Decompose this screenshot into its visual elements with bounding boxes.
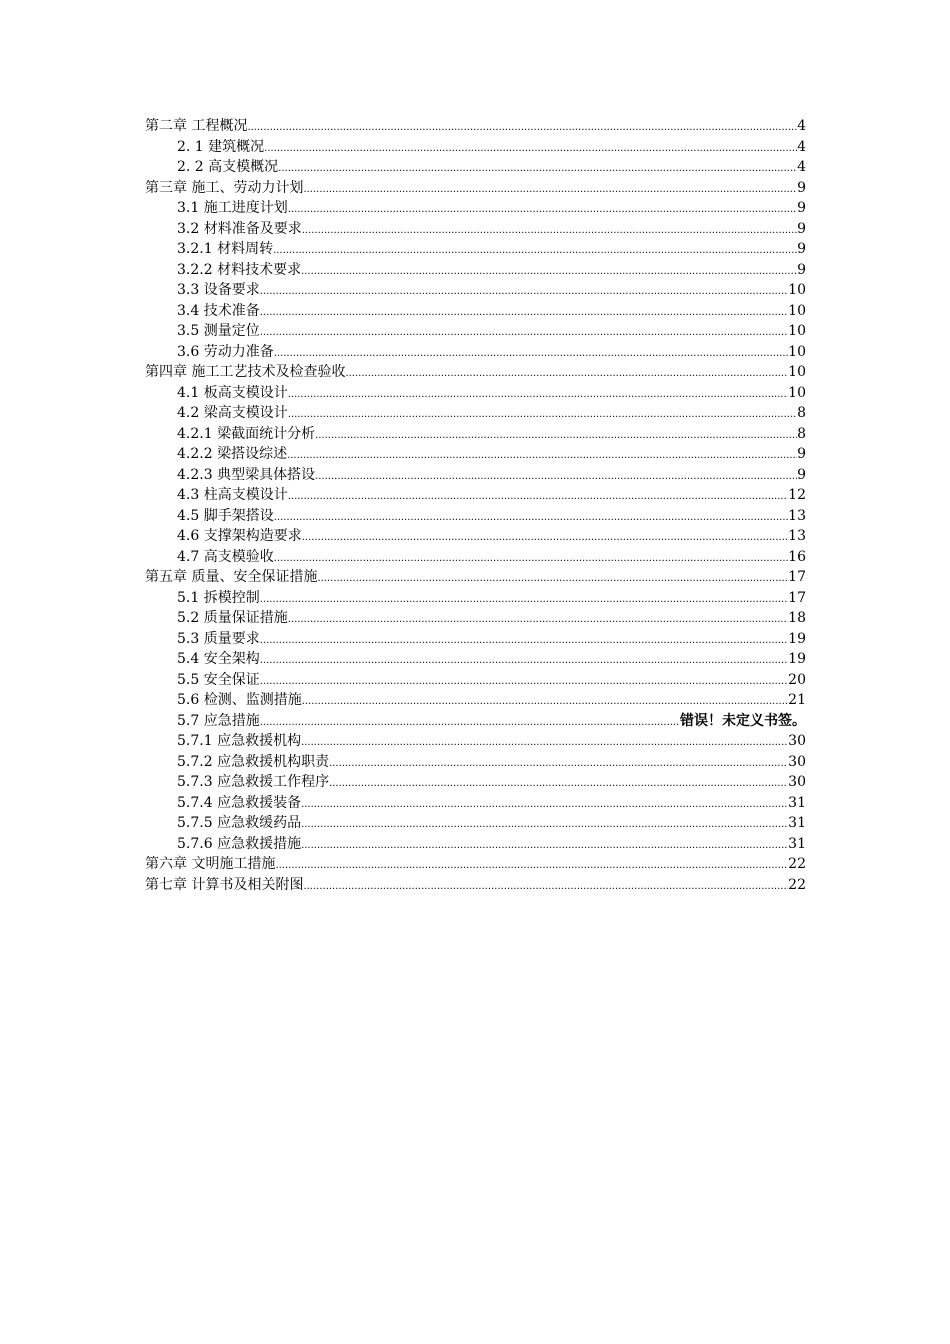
- toc-entry-title: 第二章 工程概况: [145, 118, 248, 134]
- toc-entry-title: 3.3 设备要求: [177, 282, 260, 298]
- toc-entry-page: 8: [797, 425, 806, 442]
- toc-entry-page: 9: [797, 241, 806, 257]
- toc-dot-leader: [274, 547, 788, 568]
- toc-entry-17[interactable]: [145, 444, 806, 465]
- toc-dot-leader: [274, 342, 788, 363]
- toc-entry-title: 第五章 质量、安全保证措施: [145, 569, 318, 585]
- toc-entry-page: 20: [788, 671, 806, 688]
- toc-entry-page: 9: [797, 179, 806, 196]
- toc-entry-6[interactable]: [145, 219, 806, 240]
- toc-dot-leader: [260, 301, 788, 322]
- toc-dot-leader: [260, 588, 788, 609]
- toc-entry-page: 30: [788, 733, 806, 749]
- toc-entry-32[interactable]: [145, 752, 806, 773]
- toc-dot-leader: [288, 383, 788, 404]
- toc-entry-19[interactable]: [145, 485, 806, 506]
- toc-entry-title: 3.1 施工进度计划: [177, 200, 288, 216]
- toc-entry-title: 2. 1 建筑概况: [177, 138, 265, 155]
- toc-entry-title: 3.6 劳动力准备: [177, 343, 274, 360]
- toc-entry-page: 9: [797, 261, 806, 278]
- toc-dot-leader: [260, 280, 788, 301]
- toc-entry-28[interactable]: [145, 670, 806, 691]
- toc-entry-page: 10: [788, 282, 806, 298]
- toc-entry-title: 3.2.2 材料技术要求: [177, 261, 302, 278]
- toc-entry-11[interactable]: [145, 321, 806, 342]
- toc-dot-leader: [302, 690, 788, 711]
- toc-entry-36[interactable]: [145, 834, 806, 855]
- toc-entry-page: 10: [788, 302, 806, 319]
- toc-entry-title: 第七章 计算书及相关附图: [145, 876, 304, 893]
- toc-entry-27[interactable]: [145, 649, 806, 670]
- toc-entry-page: 12: [788, 487, 806, 503]
- toc-dot-leader: [273, 239, 797, 260]
- toc-entry-37[interactable]: [145, 854, 806, 875]
- toc-dot-leader: [260, 711, 680, 732]
- toc-entry-title: 4.6 支撑架构造要求: [177, 528, 302, 544]
- toc-entry-page: 30: [788, 774, 806, 790]
- toc-dot-leader: [287, 444, 797, 465]
- table-of-contents: [145, 116, 806, 895]
- toc-entry-33[interactable]: [145, 772, 806, 793]
- toc-entry-title: 3.4 技术准备: [177, 302, 260, 319]
- toc-entry-page: 4: [797, 138, 806, 155]
- toc-entry-title: 5.5 安全保证: [177, 671, 260, 688]
- toc-entry-23[interactable]: [145, 567, 806, 588]
- toc-entry-page: 22: [788, 876, 806, 893]
- toc-entry-title: 5.4 安全架构: [177, 651, 260, 667]
- toc-entry-title: 2. 2 高支模概况: [177, 159, 279, 175]
- toc-entry-18[interactable]: [145, 465, 806, 486]
- toc-dot-leader: [301, 731, 788, 752]
- toc-entry-9[interactable]: [145, 280, 806, 301]
- toc-entry-page: 9: [797, 446, 806, 462]
- toc-entry-title: 5.6 检测、监测措施: [177, 692, 302, 708]
- toc-entry-title: 5.7.5 应急救缓药品: [177, 815, 302, 831]
- toc-entry-title: 5.7.6 应急救援措施: [177, 835, 302, 852]
- toc-dot-leader: [345, 362, 788, 383]
- toc-dot-leader: [303, 178, 797, 199]
- toc-dot-leader: [301, 834, 788, 855]
- toc-dot-leader: [302, 219, 797, 240]
- toc-dot-leader: [329, 752, 788, 773]
- toc-entry-21[interactable]: [145, 526, 806, 547]
- toc-entry-page: 13: [788, 528, 806, 544]
- toc-entry-22[interactable]: [145, 547, 806, 568]
- toc-entry-page: 31: [788, 794, 806, 811]
- toc-entry-title: 5.7.2 应急救援机构职责: [177, 753, 330, 770]
- toc-entry-page: 10: [788, 364, 806, 380]
- toc-entry-page: 8: [797, 405, 806, 421]
- toc-dot-leader: [264, 137, 797, 158]
- toc-entry-page: 4: [797, 118, 806, 134]
- toc-entry-20[interactable]: [145, 506, 806, 527]
- toc-entry-title: 4.3 柱高支模设计: [177, 487, 288, 503]
- toc-dot-leader: [274, 506, 788, 527]
- toc-entry-page: 9: [797, 200, 806, 216]
- toc-dot-leader: [247, 116, 797, 137]
- toc-dot-leader: [275, 854, 788, 875]
- toc-dot-leader: [278, 157, 797, 178]
- toc-dot-leader: [260, 649, 788, 670]
- toc-entry-30[interactable]: [145, 711, 806, 732]
- toc-entry-35[interactable]: [145, 813, 806, 834]
- toc-dot-leader: [288, 485, 788, 506]
- toc-dot-leader: [260, 629, 788, 650]
- toc-entry-page: 16: [788, 548, 806, 565]
- toc-entry-14[interactable]: [145, 383, 806, 404]
- toc-dot-leader: [301, 793, 788, 814]
- toc-dot-leader: [329, 772, 788, 793]
- toc-entry-page: 10: [788, 384, 806, 401]
- toc-entry-title: 5.7.4 应急救援装备: [177, 794, 302, 811]
- toc-entry-38[interactable]: [145, 875, 806, 896]
- toc-entry-page: 17: [788, 589, 806, 606]
- toc-dot-leader: [317, 567, 788, 588]
- toc-entry-page: 4: [797, 159, 806, 175]
- toc-entry-7[interactable]: [145, 239, 806, 260]
- toc-entry-5[interactable]: [145, 198, 806, 219]
- toc-dot-leader: [260, 670, 788, 691]
- toc-entry-title: 第四章 施工工艺技术及检查验收: [145, 364, 346, 380]
- toc-entry-13[interactable]: [145, 362, 806, 383]
- toc-entry-page: 9: [797, 220, 806, 237]
- toc-entry-page: 13: [788, 507, 806, 524]
- toc-dot-leader: [315, 465, 797, 486]
- toc-dot-leader: [303, 875, 788, 896]
- toc-entry-page-error: 错误！未定义书签。: [680, 712, 806, 729]
- toc-entry-page: 10: [788, 343, 806, 360]
- toc-entry-title: 5.2 质量保证措施: [177, 610, 288, 626]
- toc-entry-page: 18: [788, 610, 806, 626]
- toc-entry-34[interactable]: [145, 793, 806, 814]
- toc-entry-title: 5.7.3 应急救援工作程序: [177, 774, 330, 790]
- toc-dot-leader: [301, 260, 797, 281]
- toc-entry-title: 3.2 材料准备及要求: [177, 220, 302, 237]
- toc-entry-title: 5.1 拆模控制: [177, 589, 260, 606]
- toc-entry-31[interactable]: [145, 731, 806, 752]
- toc-dot-leader: [302, 526, 788, 547]
- toc-entry-16[interactable]: [145, 424, 806, 445]
- toc-entry-3[interactable]: [145, 157, 806, 178]
- toc-entry-title: 4.1 板高支模设计: [177, 384, 288, 401]
- toc-entry-title: 第六章 文明施工措施: [145, 856, 276, 872]
- toc-entry-8[interactable]: [145, 260, 806, 281]
- toc-entry-title: 4.2 梁高支模设计: [177, 405, 288, 421]
- toc-entry-title: 4.7 高支模验收: [177, 548, 274, 565]
- toc-entry-page: 31: [788, 815, 806, 831]
- toc-entry-page: 21: [788, 692, 806, 708]
- toc-dot-leader: [315, 424, 797, 445]
- toc-entry-page: 19: [788, 630, 806, 647]
- toc-entry-title: 4.2.1 梁截面统计分析: [177, 425, 316, 442]
- toc-entry-page: 31: [788, 835, 806, 852]
- toc-entry-page: 19: [788, 651, 806, 667]
- toc-entry-page: 30: [788, 753, 806, 770]
- toc-entry-26[interactable]: [145, 629, 806, 650]
- toc-dot-leader: [260, 321, 788, 342]
- toc-entry-page: 22: [788, 856, 806, 872]
- toc-entry-25[interactable]: [145, 608, 806, 629]
- toc-entry-title: 4.5 脚手架搭设: [177, 507, 274, 524]
- toc-entry-10[interactable]: [145, 301, 806, 322]
- toc-entry-15[interactable]: [145, 403, 806, 424]
- toc-entry-page: 9: [797, 466, 806, 483]
- toc-entry-title: 5.3 质量要求: [177, 630, 260, 647]
- toc-entry-29[interactable]: [145, 690, 806, 711]
- toc-entry-2[interactable]: [145, 137, 806, 158]
- toc-entry-page: 17: [788, 569, 806, 585]
- toc-entry-page: 10: [788, 323, 806, 339]
- toc-entry-title: 3.5 测量定位: [177, 323, 260, 339]
- toc-dot-leader: [288, 608, 788, 629]
- toc-entry-1[interactable]: [145, 116, 806, 137]
- toc-entry-4[interactable]: [145, 178, 806, 199]
- toc-entry-24[interactable]: [145, 588, 806, 609]
- toc-entry-title: 4.2.2 梁搭设综述: [177, 446, 288, 462]
- toc-entry-title: 5.7 应急措施: [177, 712, 260, 729]
- toc-dot-leader: [288, 198, 797, 219]
- toc-entry-title: 第三章 施工、劳动力计划: [145, 179, 304, 196]
- toc-dot-leader: [301, 813, 788, 834]
- toc-dot-leader: [288, 403, 797, 424]
- toc-entry-title: 5.7.1 应急救援机构: [177, 733, 302, 749]
- toc-entry-12[interactable]: [145, 342, 806, 363]
- toc-entry-title: 3.2.1 材料周转: [177, 241, 274, 257]
- toc-entry-title: 4.2.3 典型梁具体搭设: [177, 466, 316, 483]
